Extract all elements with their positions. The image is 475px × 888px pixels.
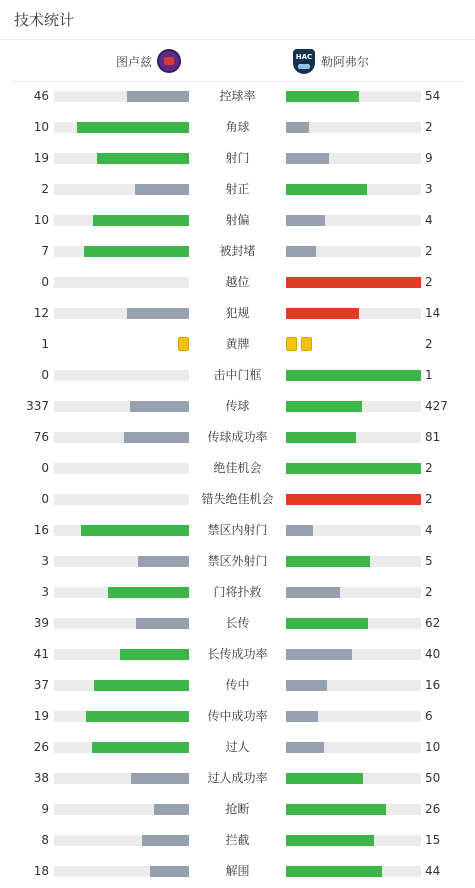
stat-row xyxy=(0,298,475,329)
away-stat-bar-fill xyxy=(286,494,421,505)
stat-row xyxy=(0,484,475,515)
home-stat-bar-fill xyxy=(138,556,189,567)
away-stat-value: 10 xyxy=(425,740,441,754)
away-stat-bar-track xyxy=(286,277,421,288)
stat-row xyxy=(0,639,475,670)
away-stat-value: 16 xyxy=(425,678,441,692)
yellow-card-icon xyxy=(178,337,189,351)
away-stat-value: 2 xyxy=(425,120,433,134)
stat-label: 角球 xyxy=(225,120,250,134)
stat-row xyxy=(0,81,475,112)
home-yellow-cards xyxy=(178,337,189,351)
stat-row xyxy=(0,794,475,825)
away-stat-bar-fill xyxy=(286,773,363,784)
home-team-logo-icon xyxy=(157,49,181,73)
away-stat-value: 2 xyxy=(425,461,433,475)
stat-label: 长传成功率 xyxy=(207,647,268,661)
away-stat-value: 54 xyxy=(425,89,441,103)
home-stat-bar-fill xyxy=(124,432,189,443)
away-logo-text: HAC xyxy=(295,52,313,61)
stat-label: 过人成功率 xyxy=(207,771,268,785)
stat-label: 传球成功率 xyxy=(207,430,268,444)
away-stat-bar-track xyxy=(286,711,421,722)
home-stat-value: 3 xyxy=(41,585,49,599)
home-stat-bar-track xyxy=(54,525,189,536)
stat-label: 门将扑救 xyxy=(213,585,262,599)
home-stat-value: 2 xyxy=(41,182,49,196)
away-stat-bar-track xyxy=(286,401,421,412)
stat-label: 射正 xyxy=(225,182,250,196)
away-stat-bar-track xyxy=(286,153,421,164)
home-stat-value: 18 xyxy=(33,864,49,878)
stat-row xyxy=(0,143,475,174)
stat-label: 控球率 xyxy=(219,89,256,103)
home-stat-bar-track xyxy=(54,866,189,877)
home-stat-bar-track xyxy=(54,308,189,319)
stat-row xyxy=(0,608,475,639)
away-stat-value: 1 xyxy=(425,368,433,382)
home-stat-bar-track xyxy=(54,711,189,722)
away-stat-bar-track xyxy=(286,618,421,629)
home-stat-value: 3 xyxy=(41,554,49,568)
away-stat-bar-fill xyxy=(286,432,356,443)
away-stat-value: 4 xyxy=(425,523,433,537)
away-stat-bar-fill xyxy=(286,463,421,474)
home-stat-bar-track xyxy=(54,618,189,629)
stat-row xyxy=(0,515,475,546)
home-stat-value: 337 xyxy=(26,399,49,413)
away-stat-bar-track xyxy=(286,649,421,660)
stat-label: 过人 xyxy=(225,740,250,754)
away-stat-value: 4 xyxy=(425,213,433,227)
away-stat-bar-track xyxy=(286,215,421,226)
away-stat-bar-track xyxy=(286,122,421,133)
home-stat-bar-fill xyxy=(86,711,189,722)
stat-row xyxy=(0,732,475,763)
stat-row xyxy=(0,546,475,577)
away-stat-value: 81 xyxy=(425,430,441,444)
home-stat-bar-track xyxy=(54,804,189,815)
home-stat-bar-fill xyxy=(120,649,189,660)
home-stat-bar-track xyxy=(54,432,189,443)
stat-label: 射门 xyxy=(225,151,250,165)
home-stat-value: 41 xyxy=(33,647,49,661)
away-stat-bar-fill xyxy=(286,835,374,846)
stat-row xyxy=(0,112,475,143)
stat-label: 被封堵 xyxy=(219,244,256,258)
away-stat-value: 2 xyxy=(425,244,433,258)
stat-label: 抢断 xyxy=(225,802,250,816)
home-stat-bar-track xyxy=(54,835,189,846)
away-stat-bar-fill xyxy=(286,246,316,257)
stat-row xyxy=(0,701,475,732)
home-stat-value: 0 xyxy=(41,461,49,475)
stat-row xyxy=(0,391,475,422)
stat-row xyxy=(0,205,475,236)
away-stat-value: 2 xyxy=(425,275,433,289)
home-stat-bar-fill xyxy=(92,742,189,753)
home-stat-value: 10 xyxy=(33,213,49,227)
home-stat-bar-fill xyxy=(136,618,189,629)
away-stat-value: 2 xyxy=(425,492,433,506)
home-stat-value: 7 xyxy=(41,244,49,258)
stat-label: 越位 xyxy=(225,275,250,289)
stat-label: 绝佳机会 xyxy=(213,461,262,475)
away-yellow-cards xyxy=(286,337,312,351)
home-stat-bar-track xyxy=(54,153,189,164)
home-stat-value: 0 xyxy=(41,368,49,382)
away-team-name: 勒阿弗尔 xyxy=(321,54,370,69)
away-stat-bar-track xyxy=(286,494,421,505)
stat-label: 传中 xyxy=(225,678,250,692)
away-stat-bar-fill xyxy=(286,742,324,753)
away-stat-value: 3 xyxy=(425,182,433,196)
stat-label: 禁区内射门 xyxy=(207,523,268,537)
stat-row xyxy=(0,236,475,267)
stat-row xyxy=(0,422,475,453)
home-stat-bar-fill xyxy=(127,91,189,102)
home-stat-value: 19 xyxy=(33,709,49,723)
home-stat-bar-fill xyxy=(93,215,189,226)
away-stat-value: 427 xyxy=(425,399,448,413)
away-stat-bar-fill xyxy=(286,587,340,598)
stat-row xyxy=(0,856,475,887)
stat-row xyxy=(0,763,475,794)
stat-label: 击中门框 xyxy=(213,368,262,382)
away-stat-value: 5 xyxy=(425,554,433,568)
away-stat-bar-fill xyxy=(286,308,359,319)
stat-row xyxy=(0,267,475,298)
home-stat-bar-track xyxy=(54,122,189,133)
home-stat-value: 19 xyxy=(33,151,49,165)
home-team-name: 图卢兹 xyxy=(115,54,152,69)
away-stat-bar-fill xyxy=(286,556,370,567)
home-stat-bar-fill xyxy=(84,246,189,257)
home-stat-bar-track xyxy=(54,463,189,474)
home-stat-bar-track xyxy=(54,680,189,691)
away-stat-value: 44 xyxy=(425,864,441,878)
home-stat-bar-fill xyxy=(81,525,189,536)
stats-header xyxy=(0,0,475,40)
home-stat-value: 46 xyxy=(33,89,49,103)
home-stat-bar-fill xyxy=(150,866,189,877)
away-stat-bar-track xyxy=(286,835,421,846)
away-stat-value: 15 xyxy=(425,833,441,847)
away-stat-value: 50 xyxy=(425,771,441,785)
home-stat-value: 76 xyxy=(33,430,49,444)
home-stat-value: 0 xyxy=(41,492,49,506)
stats-list xyxy=(0,81,475,887)
away-stat-bar-fill xyxy=(286,525,313,536)
away-team-logo-icon xyxy=(293,49,315,74)
home-stat-value: 26 xyxy=(33,740,49,754)
stat-row xyxy=(0,174,475,205)
home-stat-bar-fill xyxy=(154,804,189,815)
stat-label: 错失绝佳机会 xyxy=(201,492,274,506)
away-stat-value: 6 xyxy=(425,709,433,723)
home-stat-bar-track xyxy=(54,556,189,567)
away-stat-bar-track xyxy=(286,370,421,381)
away-stat-bar-track xyxy=(286,742,421,753)
stat-label: 长传 xyxy=(225,616,250,630)
away-stat-value: 62 xyxy=(425,616,441,630)
stat-row xyxy=(0,329,475,360)
away-stat-bar-track xyxy=(286,804,421,815)
stat-row xyxy=(0,670,475,701)
away-stat-bar-fill xyxy=(286,618,368,629)
stat-label: 解围 xyxy=(225,864,250,878)
home-stat-value: 0 xyxy=(41,275,49,289)
away-stat-bar-fill xyxy=(286,680,327,691)
page-title: 技术统计 xyxy=(14,11,75,29)
home-team[interactable] xyxy=(116,40,181,82)
home-stat-value: 8 xyxy=(41,833,49,847)
away-stat-value: 9 xyxy=(425,151,433,165)
home-stat-bar-fill xyxy=(130,401,189,412)
home-stat-value: 10 xyxy=(33,120,49,134)
stat-row xyxy=(0,825,475,856)
away-stat-bar-fill xyxy=(286,649,352,660)
away-stat-value: 14 xyxy=(425,306,441,320)
away-stat-bar-fill xyxy=(286,91,359,102)
away-stat-bar-fill xyxy=(286,215,325,226)
home-stat-bar-track xyxy=(54,215,189,226)
away-stat-bar-track xyxy=(286,463,421,474)
home-stat-bar-fill xyxy=(77,122,189,133)
home-stat-bar-track xyxy=(54,184,189,195)
away-stat-bar-fill xyxy=(286,277,421,288)
away-stat-bar-track xyxy=(286,91,421,102)
stat-label: 犯规 xyxy=(225,306,250,320)
home-stat-bar-track xyxy=(54,649,189,660)
home-stat-value: 39 xyxy=(33,616,49,630)
yellow-card-icon xyxy=(286,337,297,351)
home-stat-bar-track xyxy=(54,277,189,288)
away-stat-bar-fill xyxy=(286,711,318,722)
away-stat-bar-fill xyxy=(286,866,382,877)
away-team[interactable] xyxy=(293,40,369,82)
stat-label: 禁区外射门 xyxy=(207,554,268,568)
away-stat-bar-fill xyxy=(286,401,362,412)
away-stat-bar-fill xyxy=(286,153,329,164)
stat-label: 传中成功率 xyxy=(207,709,268,723)
home-stat-bar-track xyxy=(54,401,189,412)
away-stat-bar-track xyxy=(286,184,421,195)
home-stat-bar-track xyxy=(54,91,189,102)
home-stat-value: 9 xyxy=(41,802,49,816)
away-stat-bar-track xyxy=(286,308,421,319)
away-stat-bar-fill xyxy=(286,184,367,195)
away-stat-bar-fill xyxy=(286,370,421,381)
away-stat-value: 2 xyxy=(425,337,433,351)
home-stat-bar-fill xyxy=(142,835,189,846)
away-stat-bar-fill xyxy=(286,804,386,815)
home-stat-bar-fill xyxy=(97,153,189,164)
home-stat-bar-fill xyxy=(94,680,189,691)
away-stat-bar-track xyxy=(286,525,421,536)
stat-label: 黄牌 xyxy=(225,337,250,351)
away-stat-bar-track xyxy=(286,587,421,598)
stat-label: 传球 xyxy=(225,399,250,413)
away-stat-bar-track xyxy=(286,432,421,443)
stat-row xyxy=(0,360,475,391)
home-stat-bar-track xyxy=(54,246,189,257)
home-stat-bar-track xyxy=(54,494,189,505)
stat-row xyxy=(0,453,475,484)
away-stat-bar-track xyxy=(286,866,421,877)
home-stat-bar-track xyxy=(54,773,189,784)
home-stat-bar-fill xyxy=(127,308,189,319)
stat-row xyxy=(0,577,475,608)
away-stat-bar-fill xyxy=(286,122,309,133)
home-stat-value: 12 xyxy=(33,306,49,320)
home-stat-bar-fill xyxy=(108,587,189,598)
home-stat-bar-fill xyxy=(131,773,189,784)
home-stat-bar-track xyxy=(54,587,189,598)
home-stat-value: 16 xyxy=(33,523,49,537)
away-stat-value: 26 xyxy=(425,802,441,816)
teams-bar xyxy=(10,40,465,82)
home-stat-value: 1 xyxy=(41,337,49,351)
away-stat-value: 40 xyxy=(425,647,441,661)
away-stat-bar-track xyxy=(286,556,421,567)
home-stat-value: 38 xyxy=(33,771,49,785)
home-stat-bar-fill xyxy=(135,184,189,195)
stat-label: 射偏 xyxy=(225,213,250,227)
away-stat-bar-track xyxy=(286,773,421,784)
yellow-card-icon xyxy=(301,337,312,351)
stat-label: 拦截 xyxy=(225,833,250,847)
away-stat-bar-track xyxy=(286,680,421,691)
home-stat-bar-track xyxy=(54,742,189,753)
away-stat-value: 2 xyxy=(425,585,433,599)
home-stat-bar-track xyxy=(54,370,189,381)
away-stat-bar-track xyxy=(286,246,421,257)
home-stat-value: 37 xyxy=(33,678,49,692)
